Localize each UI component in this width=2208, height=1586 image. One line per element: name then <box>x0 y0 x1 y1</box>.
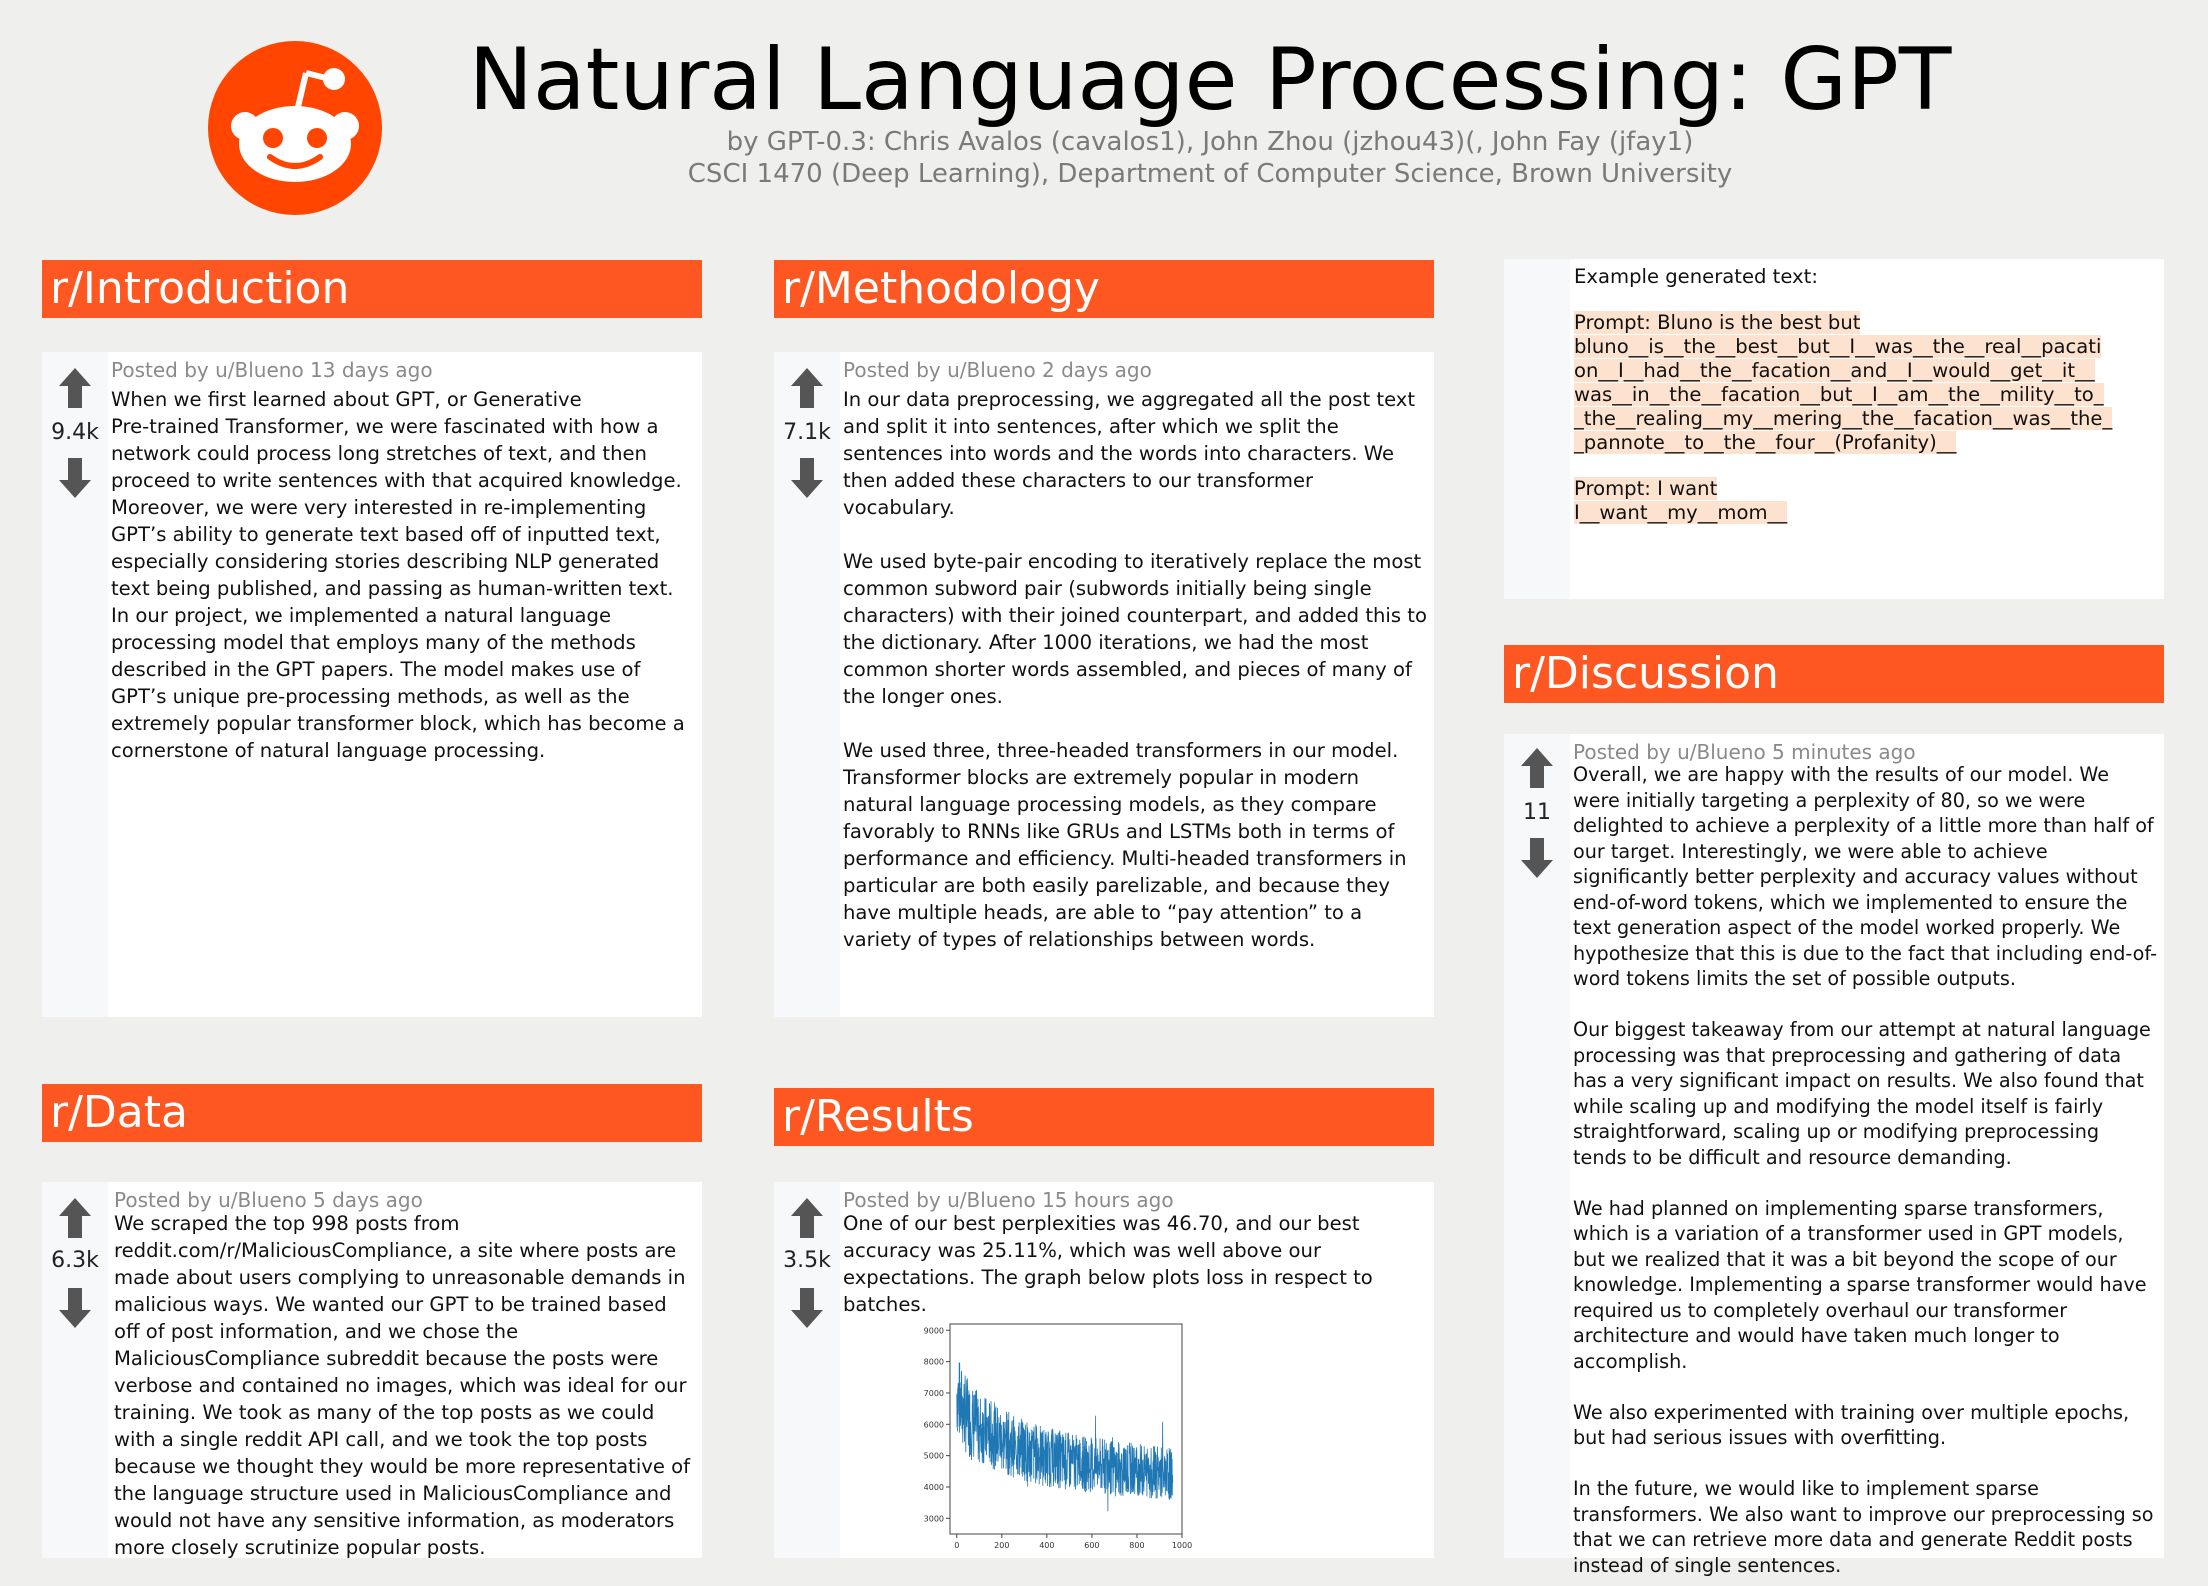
y-tick-label: 3000 <box>923 1514 944 1524</box>
y-tick-label: 4000 <box>923 1482 944 1492</box>
arrow-down-icon[interactable] <box>58 1286 92 1330</box>
vote-column <box>42 1182 108 1558</box>
x-tick-label: 0 <box>954 1541 960 1550</box>
y-tick-label: 8000 <box>923 1357 944 1367</box>
post-introduction <box>42 352 702 1017</box>
arrow-up-icon[interactable] <box>58 366 92 410</box>
post-body: We scraped the top 998 posts from reddit.com/r/MaliciousCompliance, a site where posts are made about users complying to unreasonable demands in malicious ways. We wanted our GPT to be trained based off of post information, and we chose the MaliciousCompliance subreddit because the posts were verbose and contained no images, which was ideal for our training. We took as many of the top posts as we could with a single reddit API call, and we took the top posts because we thought they would be more representative of the language structure used in MaliciousCompliance and would not have any sensitive information, as moderators more closely scrutinize popular posts. <box>114 1212 691 1559</box>
arrow-up-icon[interactable] <box>58 1196 92 1240</box>
post-meta: Posted by u/Blueno 13 days ago <box>111 358 433 382</box>
post-methodology <box>774 352 1434 1017</box>
example-generated-text <box>1504 259 2164 599</box>
vote-score: 11 <box>1523 800 1551 825</box>
generated-line: bluno__is__the__best__but__I__was__the__real__pacati <box>1574 335 2102 358</box>
y-tick-label: 9000 <box>923 1326 944 1336</box>
post-results <box>774 1182 1434 1558</box>
section-header-discussion: r/Discussion <box>1504 645 2164 703</box>
poster-title: Natural Language Processing: GPT <box>468 30 1952 130</box>
vote-column <box>1504 734 1570 1558</box>
post-data <box>42 1182 702 1558</box>
loss-plot <box>914 1320 1193 1555</box>
vote-score: 6.3k <box>51 1248 99 1273</box>
section-header-results: r/Results <box>774 1088 1434 1146</box>
post-body: When we first learned about GPT, or Generative Pre-trained Transformer, we were fascinated with how a network could process long stretches of text, and then proceed to write sentences with that acquired knowledge. Moreover, we were very interested in re-implementing GPT’s ability to generate text based off of inputted text, especially considering stories describing NLP generated text being published, and passing as human-written text. In our project, we implemented a natural language processing model that employs many of the methods described in the GPT papers. The model makes use of GPT’s unique pre-processing methods, as well as the extremely popular transformer block, which has become a cornerstone of natural language processing. <box>111 388 685 762</box>
post-meta: Posted by u/Blueno 15 hours ago <box>843 1188 1174 1212</box>
arrow-up-icon[interactable] <box>790 1196 824 1240</box>
generated-line: _pannote__to__the__four__(Profanity)__ <box>1574 431 1957 454</box>
y-tick-label: 7000 <box>923 1388 944 1398</box>
section-header-introduction: r/Introduction <box>42 260 702 318</box>
arrow-down-icon[interactable] <box>1520 836 1554 880</box>
arrow-up-icon[interactable] <box>1520 746 1554 790</box>
post-meta: Posted by u/Blueno 5 days ago <box>114 1188 423 1212</box>
vote-score: 3.5k <box>783 1248 831 1273</box>
post-body: In our data preprocessing, we aggregated all the post text and split it into sentences, after which we split the sentences into words and the words into characters. We then added these characters to our transformer vocabulary. We used byte-pair encoding to iteratively replace the most common subword pair (subwords initially being single characters) with their joined counterpart, and added this to the dictionary. After 1000 iterations, we had the most common shorter words assembled, and pieces of many of the longer ones. We used three, three-headed transformers in our model. Transformer blocks are extremely popular in modern natural language processing models, as they compare favorably to RNNs like GRUs and LSTMs both in terms of performance and efficiency. Multi-headed transformers in particular are both easily parelizable, and because they have multiple heads, are able to “pay attention” to a variety of types of relationships between words. <box>843 388 1427 951</box>
post-body: Overall, we are happy with the results of our model. We were initially targeting a perplexity of 80, so we were delighted to achieve a perplexity of a little more than half of our target. Interestingly, we were able to achieve significantly better perplexity and accuracy values without end-of-word tokens, which we implemented to ensure the text generation aspect of the model worked properly. We hypothesize that this is due to the fact that including end-of-word tokens limits the set of possible outputs. Our biggest takeaway from our attempt at natural language processing was that preprocessing and gathering of data has a very significant impact on results. We also found that while scaling up and modifying the model itself is fairly straightforward, scaling up or modifying preprocessing tends to be difficult and resource demanding. We had planned on implementing sparse transformers, which is a variation of a transformer used in GPT models, but we realized that it was a bit beyond the scope of our knowledge. Implementing a sparse transformer would have required us to completely overhaul our transformer architecture and would have taken much longer to accomplish. We also experimented with training over multiple epochs, but had serious issues with overfitting. In the future, we would like to implement sparse transformers. We also want to improve our preprocessing so that we can retrieve more data and generate Reddit posts instead of single sentences. <box>1573 763 2158 1577</box>
example-text <box>1574 265 2158 525</box>
reddit-alien-logo <box>208 41 382 215</box>
vote-column <box>1504 259 1570 599</box>
generated-line: I__want__my__mom__ <box>1574 501 1788 524</box>
prompt-2: Prompt: I want <box>1574 477 1718 500</box>
arrow-down-icon[interactable] <box>58 456 92 500</box>
arrow-up-icon[interactable] <box>790 366 824 410</box>
prompt-1: Prompt: Bluno is the best but <box>1574 311 1861 334</box>
generated-line: _the__realing__my__mering__the__facation__was__the_ <box>1574 407 2113 430</box>
arrow-down-icon[interactable] <box>790 1286 824 1330</box>
affiliation-line: CSCI 1470 (Deep Learning), Department of Computer Science, Brown University <box>687 159 1733 189</box>
y-tick-label: 6000 <box>923 1420 944 1430</box>
post-meta: Posted by u/Blueno 2 days ago <box>843 358 1152 382</box>
x-tick-label: 1000 <box>1171 1541 1193 1550</box>
x-tick-label: 400 <box>1039 1541 1055 1550</box>
example-heading: Example generated text: <box>1574 265 1818 288</box>
x-tick-label: 600 <box>1084 1541 1100 1550</box>
section-header-data: r/Data <box>42 1084 702 1142</box>
vote-column <box>42 352 108 1017</box>
post-discussion <box>1504 734 2164 1577</box>
vote-column <box>774 1182 840 1558</box>
arrow-down-icon[interactable] <box>790 456 824 500</box>
vote-score: 9.4k <box>51 420 99 445</box>
generated-line: was__in__the__facation__but__I__am__the__mility__to_ <box>1574 383 2104 406</box>
loss-chart-svg <box>914 1320 1193 1555</box>
x-tick-label: 800 <box>1129 1541 1145 1550</box>
x-tick-label: 200 <box>994 1541 1010 1550</box>
post-meta: Posted by u/Blueno 5 minutes ago <box>1573 740 1916 764</box>
author-line: by GPT-0.3: Chris Avalos (cavalos1), John Zhou (jzhou43)(, John Fay (jfay1) <box>726 127 1694 157</box>
generated-line: on__I__had__the__facation__and__I__would__get__it__ <box>1574 359 2095 382</box>
vote-column <box>774 352 840 1017</box>
post-body: One of our best perplexities was 46.70, and our best accuracy was 25.11%, which was well above our expectations. The graph below plots loss in respect to batches. <box>843 1212 1373 1316</box>
vote-score: 7.1k <box>783 420 831 445</box>
y-tick-label: 5000 <box>923 1451 944 1461</box>
section-header-methodology: r/Methodology <box>774 260 1434 318</box>
